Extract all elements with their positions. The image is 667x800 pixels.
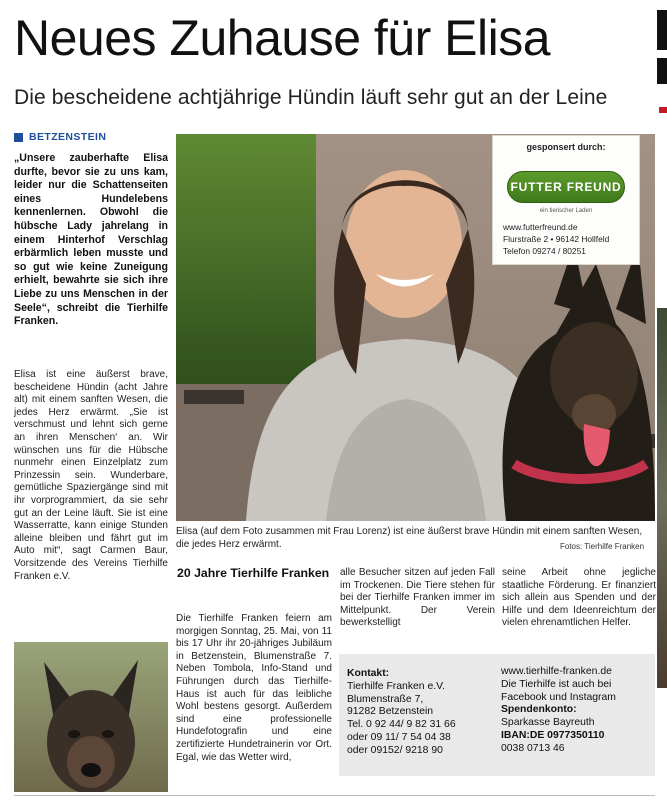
sponsor-url: www.futterfreund.de: [503, 222, 578, 232]
section-square-icon: [14, 133, 23, 142]
account-iban-1: IBAN:DE 0977350110: [501, 729, 605, 741]
contact-social-2: Facebook und Instagram: [501, 691, 616, 703]
adjacent-section-marker: [659, 107, 667, 113]
dog-portrait-photo: [14, 642, 168, 792]
contact-web: www.tierhilfe-franken.de: [501, 666, 612, 677]
body-paragraph-4: seine Arbeit ohne jegliche staatliche Förderung. Er finanziert sich allein aus Spenden und der Hilfe und dem Ideenreichtum der vielen ehrenamtlichen Helfer.: [502, 567, 656, 629]
sponsor-address: Flurstraße 2 • 96142 Hollfeld: [503, 234, 610, 244]
contact-phone-3: oder 09152/ 9218 90: [347, 744, 443, 756]
section-tag: [14, 131, 106, 143]
adjacent-subheadline-fragment: [657, 58, 667, 84]
headline: Neues Zuhause für Elisa: [14, 10, 551, 66]
intro-paragraph: „Unsere zauberhafte Elisa durfte, bevor sie zu uns kam, leider nur die Schattenseiten eines Hundelebens kennenlernen. Obwohl die hübsche Lady jahrelang in einem Hinterhof Verschlag erbärmlich leben musste und so gut wie keine Zuneigung erhielt, bewahrte sie sich ihre Liebe zu uns Menschen in der Seele“, schreibt die Tierhilfe Franken.: [14, 152, 168, 328]
photo-caption: Elisa (auf dem Foto zusammen mit Frau Lorenz) ist eine äußerst brave Hündin mit einem sanften Wesen, die jedes Herz erwärmt.: [176, 526, 643, 550]
contact-social-1: Die Tierhilfe ist auch bei: [501, 678, 612, 690]
contact-phone-1: Tel. 0 92 44/ 9 82 31 66: [347, 719, 456, 731]
sponsor-logo-text: FUTTER FREUND: [510, 180, 622, 194]
futterfreund-logo: [507, 171, 625, 203]
contact-name: Tierhilfe Franken e.V.: [347, 680, 445, 692]
body-paragraph-2: Die Tierhilfe Franken feiern am morgigen Sonntag, 25. Mai, von 11 bis 17 Uhr ihr 20-jähriges Jubiläum in Betzenstein, Blumenstraße 7. Neben Tombola, Info-Stand und Führungen durch das Tierhilfe-Haus ist auch für das leibliche Wohl bestens gesorgt. Außerdem sind eine professionelle Hundefotografin und eine zertifizierte Hundetrainerin vor Ort. Egal, wie das Wetter wird,: [176, 613, 332, 763]
bottom-rule: [14, 795, 655, 796]
sponsor-box: [492, 135, 640, 265]
account-bank: Sparkasse Bayreuth: [501, 717, 595, 729]
adjacent-photo-fragment: [657, 308, 667, 688]
body-paragraph-3: alle Besucher sitzen auf jeden Fall im Trockenen. Die Tiere stehen für bei der Tierhilfe Franken immer im Mittelpunkt. Der Verein bewerkstelligt: [340, 567, 495, 629]
adjacent-article-edge: [655, 0, 667, 800]
contact-heading: Kontakt:: [347, 668, 390, 679]
adjacent-headline-fragment: [657, 10, 667, 50]
sponsor-title: gesponsert durch:: [526, 142, 606, 152]
contact-city: 91282 Betzenstein: [347, 706, 434, 718]
sponsor-phone: Telefon 09274 / 80251: [503, 246, 586, 256]
contact-phone-2: oder 09 11/ 7 54 04 38: [347, 731, 451, 743]
sponsor-tagline: ein tierischer Laden: [539, 208, 593, 214]
contact-infobox: [339, 654, 655, 776]
photo-credit: Fotos: Tierhilfe Franken: [560, 542, 645, 551]
body-paragraph-1: Elisa ist eine äußerst brave, bescheidene Hündin (acht Jahre alt) mit einem sanften Wesen, die jedes Herz erwärmt. „Sie ist verschmust und lehnt sich gerne an ihren Menschen‘ an. Wir wünschen uns für die Hübsche nunmehr einen Einzelplatz zum Prinzessin sein. Wunderbare, gemütliche Spaziergänge sind mit ihr vorprogrammiert, da sie sehr gut an der Leine läuft. Sie ist eine Wasserratte, kann einige Stunden alleine bleiben und fährt gut im Auto mit“, sagt Carmen Baur, Vorsitzende des Vereins Tierhilfe Franken e.V.: [14, 369, 168, 582]
subheadline: Die bescheidene achtjährige Hündin läuft sehr gut an der Leine: [14, 86, 608, 109]
section-name: BETZENSTEIN: [29, 131, 107, 143]
contact-street: Blumenstraße 7,: [347, 693, 424, 705]
dog-portrait-illustration: [14, 642, 168, 792]
subheading-anniversary: 20 Jahre Tierhilfe Franken: [177, 566, 330, 580]
contact-address-block: [347, 668, 497, 758]
account-iban-2: 0038 0713 46: [501, 742, 565, 754]
contact-online-block: [501, 666, 651, 756]
account-heading: Spendenkonto:: [501, 704, 577, 716]
